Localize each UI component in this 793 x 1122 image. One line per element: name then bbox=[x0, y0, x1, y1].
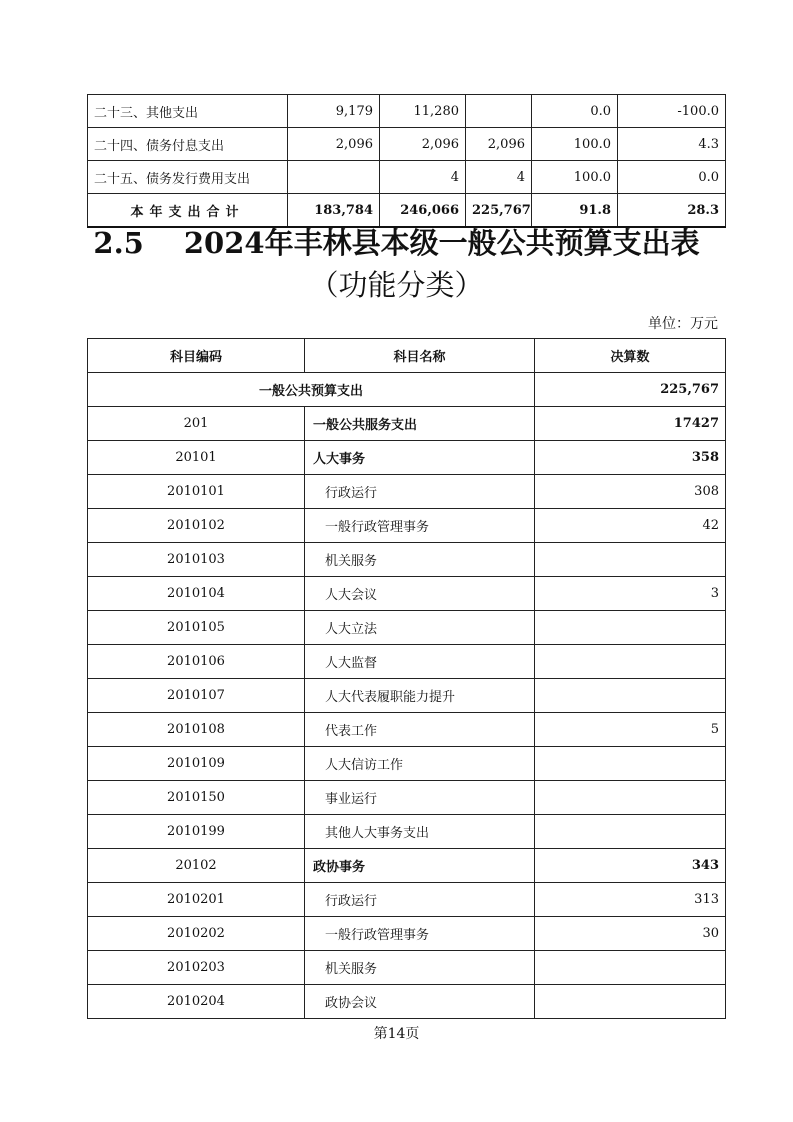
subject-amount: 358 bbox=[535, 441, 726, 475]
subject-amount bbox=[535, 611, 726, 645]
table-row bbox=[88, 747, 726, 781]
row-label: 二十四、债务付息支出 bbox=[88, 128, 288, 161]
table-row bbox=[88, 951, 726, 985]
table-row bbox=[88, 883, 726, 917]
subject-code: 2010204 bbox=[88, 985, 305, 1019]
page-subtitle: （功能分类） bbox=[309, 268, 484, 302]
row-value: 4 bbox=[466, 161, 532, 194]
subject-name: 人大监督 bbox=[305, 645, 535, 679]
total-value: 246,066 bbox=[380, 194, 466, 228]
subject-code: 2010102 bbox=[88, 509, 305, 543]
table-row bbox=[88, 713, 726, 747]
row-value: 100.0 bbox=[532, 161, 618, 194]
table-row bbox=[88, 475, 726, 509]
header-name: 科目名称 bbox=[305, 339, 535, 373]
subject-name: 机关服务 bbox=[305, 951, 535, 985]
subject-code: 2010203 bbox=[88, 951, 305, 985]
subject-name: 一般行政管理事务 bbox=[305, 509, 535, 543]
header-row bbox=[88, 339, 726, 373]
total-value: 28.3 bbox=[618, 194, 726, 228]
expenditure-table bbox=[87, 338, 726, 1019]
subject-name: 事业运行 bbox=[305, 781, 535, 815]
row-label: 二十五、债务发行费用支出 bbox=[88, 161, 288, 194]
subject-amount: 308 bbox=[535, 475, 726, 509]
table-row bbox=[88, 161, 726, 194]
table-row bbox=[88, 645, 726, 679]
subject-code: 2010104 bbox=[88, 577, 305, 611]
table-row bbox=[88, 849, 726, 883]
subject-name: 人大事务 bbox=[305, 441, 535, 475]
total-value: 183,784 bbox=[288, 194, 380, 228]
subject-code: 20102 bbox=[88, 849, 305, 883]
unit-label: 单位：万元 bbox=[648, 316, 718, 332]
subject-code: 2010103 bbox=[88, 543, 305, 577]
summary-row bbox=[88, 373, 726, 407]
table-row bbox=[88, 917, 726, 951]
table-row bbox=[88, 128, 726, 161]
table-row bbox=[88, 577, 726, 611]
row-label: 二十三、其他支出 bbox=[88, 95, 288, 128]
subject-amount: 30 bbox=[535, 917, 726, 951]
subject-name: 人大立法 bbox=[305, 611, 535, 645]
table-row bbox=[88, 95, 726, 128]
table-row bbox=[88, 611, 726, 645]
table-row bbox=[88, 441, 726, 475]
subject-amount bbox=[535, 951, 726, 985]
subject-code: 2010105 bbox=[88, 611, 305, 645]
subject-name: 机关服务 bbox=[305, 543, 535, 577]
row-value bbox=[288, 161, 380, 194]
title-main: 2024年丰林县本级一般公共预算支出表 bbox=[183, 226, 700, 260]
subject-code: 2010202 bbox=[88, 917, 305, 951]
subject-code: 201 bbox=[88, 407, 305, 441]
row-value: 100.0 bbox=[532, 128, 618, 161]
table-row bbox=[88, 679, 726, 713]
total-row bbox=[88, 194, 726, 228]
subject-name: 人大信访工作 bbox=[305, 747, 535, 781]
page-number: 第14页 bbox=[373, 1026, 420, 1042]
table-row bbox=[88, 543, 726, 577]
subject-amount bbox=[535, 645, 726, 679]
subject-code: 2010101 bbox=[88, 475, 305, 509]
row-value: 2,096 bbox=[288, 128, 380, 161]
row-value: 2,096 bbox=[380, 128, 466, 161]
subject-code: 2010108 bbox=[88, 713, 305, 747]
row-value: 9,179 bbox=[288, 95, 380, 128]
summary-amount: 225,767 bbox=[535, 373, 726, 407]
previous-table-tail bbox=[87, 94, 726, 228]
subject-code: 2010107 bbox=[88, 679, 305, 713]
subject-code: 2010106 bbox=[88, 645, 305, 679]
subject-amount bbox=[535, 543, 726, 577]
page-title bbox=[0, 226, 793, 260]
total-value: 225,767 bbox=[466, 194, 532, 228]
subject-amount bbox=[535, 747, 726, 781]
total-label: 本年支出合计 bbox=[88, 194, 288, 228]
subject-code: 2010201 bbox=[88, 883, 305, 917]
subject-amount bbox=[535, 815, 726, 849]
table-row bbox=[88, 509, 726, 543]
row-value: 2,096 bbox=[466, 128, 532, 161]
table-row bbox=[88, 985, 726, 1019]
subject-code: 20101 bbox=[88, 441, 305, 475]
table-row bbox=[88, 781, 726, 815]
subject-name: 政协事务 bbox=[305, 849, 535, 883]
subject-name: 人大代表履职能力提升 bbox=[305, 679, 535, 713]
subject-amount: 5 bbox=[535, 713, 726, 747]
header-code: 科目编码 bbox=[88, 339, 305, 373]
subject-amount: 42 bbox=[535, 509, 726, 543]
total-value: 91.8 bbox=[532, 194, 618, 228]
subject-name: 一般行政管理事务 bbox=[305, 917, 535, 951]
row-value: 11,280 bbox=[380, 95, 466, 128]
subject-amount bbox=[535, 985, 726, 1019]
subject-amount: 343 bbox=[535, 849, 726, 883]
row-value: 4 bbox=[380, 161, 466, 194]
subject-amount: 3 bbox=[535, 577, 726, 611]
subject-code: 2010150 bbox=[88, 781, 305, 815]
subject-amount: 17427 bbox=[535, 407, 726, 441]
subject-code: 2010109 bbox=[88, 747, 305, 781]
subject-code: 2010199 bbox=[88, 815, 305, 849]
summary-label: 一般公共预算支出 bbox=[88, 373, 535, 407]
subject-name: 政协会议 bbox=[305, 985, 535, 1019]
table-row bbox=[88, 407, 726, 441]
subject-name: 人大会议 bbox=[305, 577, 535, 611]
table-row bbox=[88, 815, 726, 849]
row-value: 0.0 bbox=[532, 95, 618, 128]
subject-name: 一般公共服务支出 bbox=[305, 407, 535, 441]
row-value bbox=[466, 95, 532, 128]
subject-amount: 313 bbox=[535, 883, 726, 917]
row-value: -100.0 bbox=[618, 95, 726, 128]
subject-name: 其他人大事务支出 bbox=[305, 815, 535, 849]
subject-amount bbox=[535, 679, 726, 713]
subject-amount bbox=[535, 781, 726, 815]
row-value: 0.0 bbox=[618, 161, 726, 194]
section-number: 2.5 bbox=[93, 226, 144, 260]
subject-name: 行政运行 bbox=[305, 883, 535, 917]
row-value: 4.3 bbox=[618, 128, 726, 161]
subject-name: 代表工作 bbox=[305, 713, 535, 747]
header-amount: 决算数 bbox=[535, 339, 726, 373]
subject-name: 行政运行 bbox=[305, 475, 535, 509]
